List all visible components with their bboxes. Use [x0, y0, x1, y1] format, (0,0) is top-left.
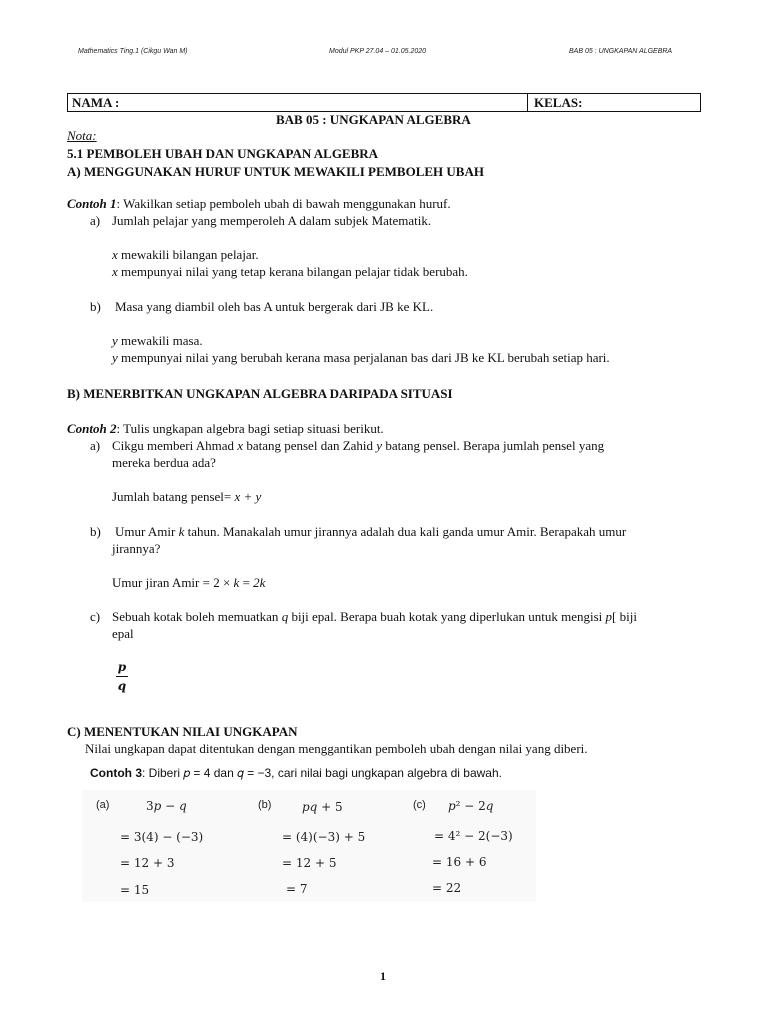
contoh-1-a-letter: a): [90, 213, 101, 228]
section-c-description: Nilai ungkapan dapat ditentukan dengan menggantikan pemboleh ubah dengan nilai yang diberi.: [85, 741, 588, 756]
contoh-1-a-line2: x mempunyai nilai yang tetap kerana bilangan pelajar tidak berubah.: [112, 264, 468, 279]
contoh-3-worked-examples: [82, 790, 536, 902]
example-a-label: (a): [96, 799, 110, 811]
contoh-2-b-question-line2: jirannya?: [112, 541, 161, 556]
example-b-step2: = 12 + 5: [282, 856, 337, 870]
contoh-1-text: : Wakilkan setiap pemboleh ubah di bawah menggunakan huruf.: [116, 196, 451, 211]
example-a-step3: = 15: [120, 883, 150, 897]
header-right: BAB 05 : UNGKAPAN ALGEBRA: [569, 48, 673, 55]
contoh-1-intro: [67, 196, 451, 212]
fraction-denominator: q: [117, 679, 127, 693]
contoh-2-c-question: Sebuah kotak boleh memuatkan q biji epal. Berapa buah kotak yang diperlukan untuk mengisi p[ biji: [112, 609, 637, 624]
example-a-step2: = 12 + 3: [120, 856, 175, 870]
example-b-step3: = 7: [286, 882, 308, 896]
contoh-2-a-letter: a): [90, 438, 101, 453]
contoh-3-intro: [90, 765, 502, 781]
contoh-1-b-letter: b): [90, 299, 101, 314]
fraction-p-over-q: [116, 660, 128, 693]
example-b-expression: 𝑝𝑞 + 5: [302, 800, 343, 814]
section-5-1-heading: 5.1 PEMBOLEH UBAH DAN UNGKAPAN ALGEBRA: [67, 146, 379, 161]
nota-label: Nota:: [67, 128, 97, 143]
var-x: x: [112, 247, 118, 262]
page-number: 1: [380, 969, 386, 983]
contoh-1-a-line1: x mewakili bilangan pelajar.: [112, 247, 259, 262]
section-b-heading: B) MENERBITKAN UNGKAPAN ALGEBRA DARIPADA SITUASI: [67, 386, 453, 401]
contoh-1-a-question: Jumlah pelajar yang memperoleh A dalam subjek Matematik.: [112, 213, 432, 228]
contoh-2-c-question-line2: epal: [112, 626, 134, 641]
contoh-2-b-answer: Umur jiran Amir = 2 × k = 2k: [112, 575, 266, 590]
contoh-1-b-line2: y mempunyai nilai yang berubah kerana masa perjalanan bas dari JB ke KL berubah setiap hari.: [112, 350, 610, 365]
example-a-expression: 3𝑝 − 𝑞: [146, 799, 187, 813]
contoh-1-label: Contoh 1: [67, 196, 117, 211]
page-title: BAB 05 : UNGKAPAN ALGEBRA: [276, 112, 471, 127]
example-c-expression: 𝑝² − 2𝑞: [448, 799, 494, 813]
contoh-2-text: : Tulis ungkapan algebra bagi setiap situasi berikut.: [116, 421, 384, 436]
contoh-1-b-line1: y mewakili masa.: [112, 333, 203, 348]
example-c-step3: = 22: [432, 881, 462, 895]
contoh-2-label: Contoh 2: [67, 421, 117, 436]
header-center: Modul PKP 27.04 – 01.05.2020: [329, 48, 427, 55]
fraction-numerator: p: [117, 660, 127, 674]
contoh-2-b-question: Umur Amir k tahun. Manakalah umur jirannya adalah dua kali ganda umur Amir. Berapakah umur: [115, 524, 627, 539]
header-left: Mathematics Ting.1 (Cikgu Wan M): [78, 48, 188, 55]
contoh-3-text: : Diberi 𝑝 = 4 dan 𝑞 = −3, cari nilai bagi ungkapan algebra di bawah.: [142, 766, 502, 780]
contoh-2-b-letter: b): [90, 524, 101, 539]
var-y: y: [112, 350, 118, 365]
section-c-heading: C) MENENTUKAN NILAI UNGKAPAN: [67, 724, 298, 739]
example-c-step1: = 4² − 2(−3): [434, 829, 513, 843]
example-c-label: (c): [413, 799, 426, 811]
contoh-2-intro: [67, 421, 384, 437]
contoh-1-b-question: Masa yang diambil oleh bas A untuk bergerak dari JB ke KL.: [115, 299, 434, 314]
student-id-table: [67, 93, 701, 112]
example-b-step1: = (4)(−3) + 5: [282, 830, 366, 844]
var-y: y: [112, 333, 118, 348]
section-a-heading: A) MENGGUNAKAN HURUF UNTUK MEWAKILI PEMBOLEH UBAH: [67, 164, 484, 179]
contoh-2-a-answer: Jumlah batang pensel= x + y: [112, 489, 262, 504]
contoh-2-a-question: Cikgu memberi Ahmad x batang pensel dan Zahid y batang pensel. Berapa jumlah pensel yang: [112, 438, 605, 453]
contoh-3-label: Contoh 3: [90, 766, 142, 780]
contoh-2-a-question-line2: mereka berdua ada?: [112, 455, 216, 470]
example-a-step1: = 3(4) − (−3): [120, 830, 204, 844]
contoh-2-c-letter: c): [90, 609, 101, 624]
nama-field[interactable]: NAMA :: [68, 94, 528, 111]
example-b-label: (b): [258, 799, 272, 811]
var-x: x: [112, 264, 118, 279]
kelas-field[interactable]: KELAS:: [534, 95, 583, 110]
example-c-step2: = 16 + 6: [432, 855, 487, 869]
fraction-bar: [116, 676, 128, 677]
